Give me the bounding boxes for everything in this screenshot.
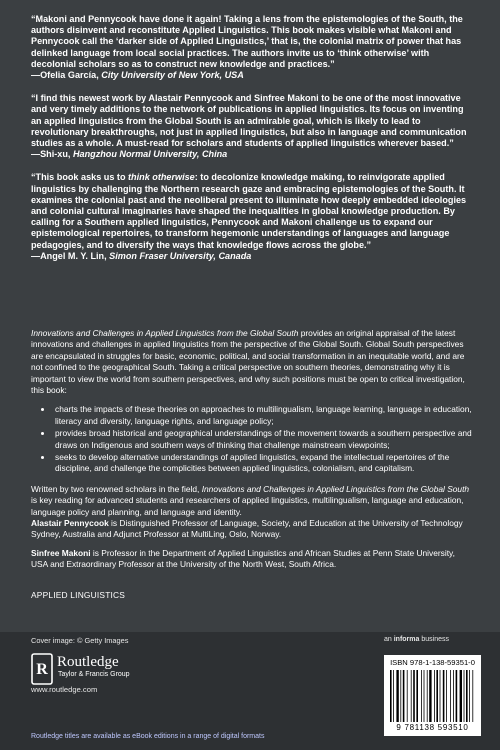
feature-list <box>31 404 473 474</box>
endorsement-shi-xu <box>31 93 471 160</box>
intro-text: provides an original appraisal of the latest innovations and challenges in applied linguistics from the perspective of the Global South. Global South perspectives are encapsulated in struggles for basic, economic, political, and social transformation in an inequitable world, and are not confined to the geographical South. Taking a critical perspective on southern theories, demonstrating why it is important to view the world from southern perspectives, and why such positions must be open to critical investigation, this book: <box>31 328 465 396</box>
quote-affiliation: Hangzhou Normal University, China <box>72 149 228 160</box>
book-title-repeat: Innovations and Challenges in Applied Linguistics from the Global South <box>201 483 470 494</box>
list-item: • provides broad historical and geographical understandings of the movement towards a southern perspective and draws on Indigenous and southern ways of thinking that challenge mainstream viewpoints; <box>53 428 473 451</box>
list-item: • seeks to develop alternative understandings of applied linguistics, expand the intellectual repertoires of the discipline, and challenge the complicities between applied linguistics, colonialism, and capitalism. <box>53 452 473 475</box>
publisher-logo <box>31 652 191 688</box>
isbn-label: ISBN 978-1-138-59351-0 <box>390 658 475 667</box>
informa-tagline <box>384 636 449 643</box>
book-description <box>31 328 473 526</box>
publisher-name: Routledge <box>57 654 119 670</box>
audience-end: is key reading for advanced students and researchers of applied linguistics, multilingualism, language and education, language policy and planning, and language and identity. <box>31 495 464 517</box>
description-intro <box>31 328 473 396</box>
author-bio-text: is Distinguished Professor of Language, Society, and Education at the University of Technology Sydney, Australia and Adjunct Professor at MultiLing, Oslo, Norway. <box>31 518 463 540</box>
publisher-group: Taylor & Francis Group <box>58 671 130 678</box>
svg-text:R: R <box>36 661 48 678</box>
audience-paragraph <box>31 484 473 518</box>
quote-attribution <box>31 70 471 81</box>
quote-author: —Angel M. Y. Lin, <box>31 250 107 261</box>
author-bio <box>31 548 473 571</box>
author-name: Sinfree Makoni <box>31 547 91 558</box>
barcode-digits: 9 781138 593510 <box>396 723 469 732</box>
quote-author: —Shi-xu, <box>31 149 71 160</box>
quote-text-start: “This book asks us to <box>31 172 129 183</box>
author-bio-text: is Professor in the Department of Applied Linguistics and African Studies at Penn State University, USA and Extraordinary Professor at the University of the North West, South Africa. <box>31 547 455 570</box>
quote-text-end: : to decolonize knowledge making, to reinvigorate applied linguistics by challenging the Northern research gaze and embracing epistemologies of the South. It examines the colonial past and the neoliberal present to illuminate how deeply embedded ideologies and colonial cultural imaginaries have shaped the inequalities in global knowledge production. By calling for a Southern applied linguistics, Pennycook and Makoni challenge us to expand our epistemological repertoires, to transform hegemonic understandings of languages and language pedagogies, and to diversify the ways that knowledge flows across the globe.” <box>31 172 467 250</box>
quote-author: —Ofelia García, <box>31 70 99 81</box>
quote-text-emphasis: think otherwise <box>128 172 195 183</box>
endorsement-garcia <box>31 14 471 81</box>
publisher-website[interactable]: www.routledge.com <box>31 685 98 694</box>
informa-brand: informa <box>393 636 420 643</box>
quote-attribution <box>31 149 471 160</box>
barcode-icon <box>390 670 475 722</box>
endorsement-lin <box>31 172 471 262</box>
informa-prefix: an <box>384 636 394 643</box>
quote-affiliation: City University of New York, USA <box>101 70 244 81</box>
quote-text: “Makoni and Pennycook have done it again! Taking a lens from the epistemologies of the South, the authors disinvent and reconstitute Applied Linguistics. This book makes visible what Makoni and Pennycook call the ‘darker side of Applied Linguistics,’ that is, the colonial matrix of power that has delinked language from local social practices. The authors invite us to ‘think otherwise’ with decolonial scholars so as to construct new knowledge and practices.” <box>31 14 463 69</box>
endorsements <box>31 14 471 274</box>
book-title: Innovations and Challenges in Applied Linguistics from the Global South <box>31 328 299 338</box>
quote-attribution <box>31 251 471 262</box>
author-bio <box>31 518 473 541</box>
routledge-logo-icon <box>31 652 53 686</box>
quote-affiliation: Simon Fraser University, Canada <box>109 250 252 261</box>
audience-start: Written by two renowned scholars in the field, <box>31 483 202 494</box>
quote-text <box>31 172 471 250</box>
quote-text: “I find this newest work by Alastair Pennycook and Sinfree Makoni to be one of the most innovative and very timely additions to the network of publications in applied linguistics. Its focus on inventing an applied linguistics from the Global South is an admirable goal, which is likely to lead to revolutionary breakthroughs, not just in applied linguistics, but also in language and communication studies as a whole. A must-read for scholars and students of applied linguistics wherever based.” <box>31 93 467 149</box>
informa-suffix: business <box>419 636 449 643</box>
footer-band <box>0 632 500 750</box>
author-name: Alastair Pennycook <box>31 518 109 528</box>
isbn-barcode <box>384 655 481 736</box>
subject-category: APPLIED LINGUISTICS <box>31 590 126 600</box>
list-item: • charts the impacts of these theories on approaches to multilingualism, language learning, language in education, literacy and diversity, language rights, and language policy; <box>53 404 473 427</box>
cover-credit: Cover image: © Getty Images <box>31 636 129 645</box>
ebook-note[interactable]: Routledge titles are available as eBook editions in a range of digital formats <box>31 733 265 740</box>
author-bios <box>31 518 473 578</box>
